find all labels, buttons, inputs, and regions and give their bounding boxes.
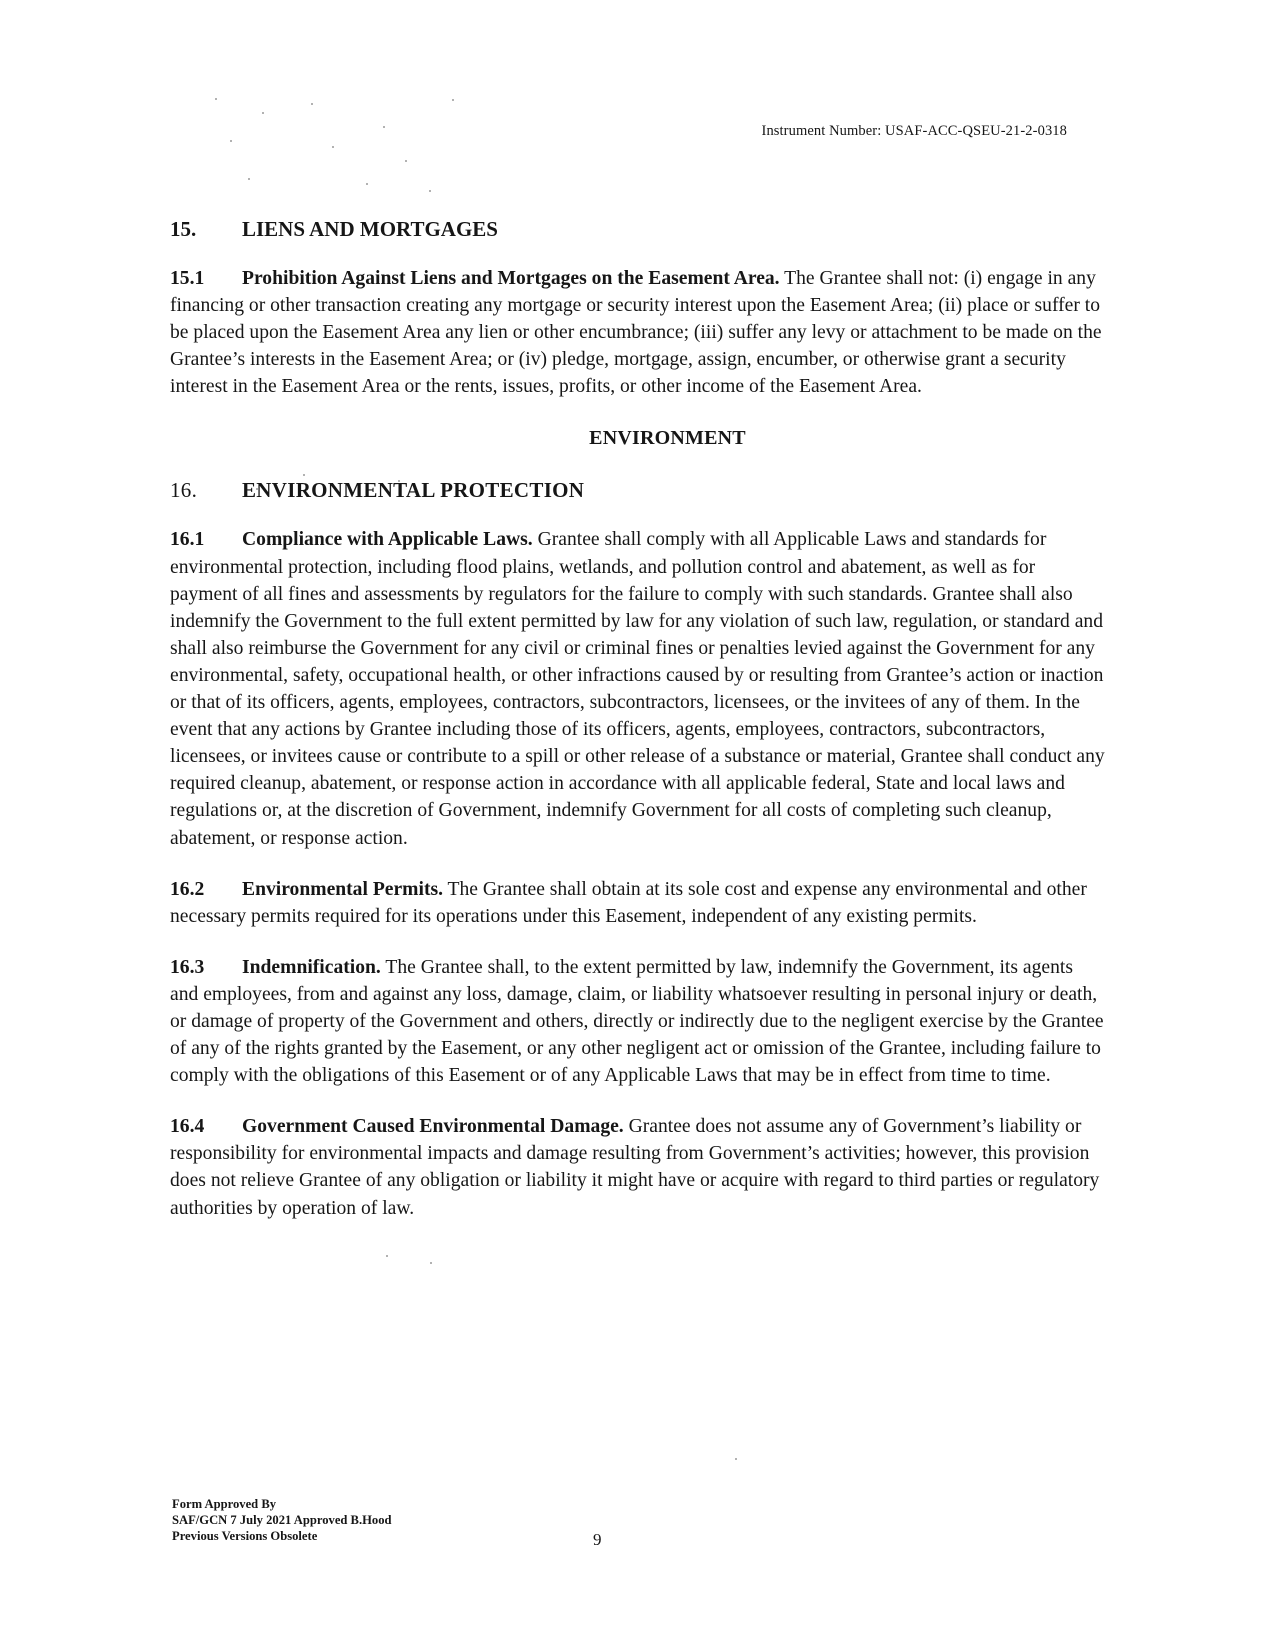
paragraph-body: Grantee shall comply with all Applicable Laws and standards for environmental protection, including flood plains, wetlands, and pollution control and abatement, as well as for payment of all fines and assessments by regulators for the failure to comply with such standards. Grantee shall also indemnify the Government to the full extent permitted by law for any violation of such law, regulation, or standard and shall also reimburse the Government for any civil or criminal fines or penalties levied against the Government for any environmental, safety, occupational health, or other infractions caused by or resulting from Grantee’s action or inaction or that of its officers, agents, employees, contractors, subcontractors, licensees, or the invitees of any of them. In the event that any actions by Grantee including those of its officers, agents, employees, contractors, subcontractors, licensees, or invitees cause or contribute to a spill or other release of a substance or material, Grantee shall conduct any required cleanup, abatement, or response action in accordance with all applicable federal, State and local laws and regulations or, at the discretion of Government, indemnify Government for all costs of completing such cleanup, abatement, or response action. [170, 529, 1105, 849]
form-approval-footer [172, 1496, 392, 1545]
page-number: 9 [593, 1530, 602, 1549]
paragraph-title: Indemnification. [242, 956, 381, 978]
section-number: 16. [170, 478, 198, 503]
paragraph-number: 16.2 [170, 878, 205, 900]
paragraph-title: Government Caused Environmental Damage. [242, 1116, 624, 1138]
paragraph-16-1 [170, 526, 1105, 851]
paragraph-title: Compliance with Applicable Laws. [242, 529, 533, 551]
section-15-heading [170, 215, 1105, 243]
paragraph-16-4 [170, 1113, 1105, 1221]
paragraph-16-3 [170, 954, 1105, 1089]
paragraph-body: The Grantee shall not: (i) engage in any financing or other transaction creating any mortgage or security interest upon the Easement Area; (ii) place or suffer to be placed upon the Easement Area any lien or other encumbrance; (iii) suffer any levy or attachment to be made on the Grantee’s interests in the Easement Area; or (iv) pledge, mortgage, assign, encumber, or otherwise grant a security interest in the Easement Area or the rents, issues, profits, or other income of the Easement Area. [170, 268, 1102, 398]
paragraph-number: 15.1 [170, 268, 205, 289]
paragraph-15-1 [170, 265, 1105, 400]
environment-heading: ENVIRONMENT [589, 427, 746, 450]
footer-line: Previous Versions Obsolete [172, 1529, 318, 1544]
section-title: LIENS AND MORTGAGES [242, 217, 498, 241]
section-number: 15. [170, 217, 197, 241]
footer-line: SAF/GCN 7 July 2021 Approved B.Hood [172, 1513, 392, 1528]
paragraph-number: 16.4 [170, 1116, 205, 1138]
paragraph-number: 16.1 [170, 529, 205, 551]
paragraph-title: Prohibition Against Liens and Mortgages on the Easement Area. [242, 268, 780, 289]
paragraph-body: Grantee does not assume any of Government’s liability or responsibility for environmental impacts and damage resulting from Government’s activities; however, this provision does not relieve Grantee of any obligation or liability it might have or acquire with regard to third parties or regulatory authorities by operation of law. [170, 1116, 1100, 1219]
footer-line: Form Approved By [172, 1497, 277, 1511]
document-body [170, 215, 1105, 1222]
section-16-heading [170, 476, 1105, 504]
paragraph-16-2 [170, 876, 1105, 930]
paragraph-body: The Grantee shall obtain at its sole cost and expense any environmental and other necessary permits required for its operations under this Easement, independent of any existing permits. [170, 878, 1087, 927]
paragraph-body: The Grantee shall, to the extent permitted by law, indemnify the Government, its agents and employees, from and against any loss, damage, claim, or liability whatsoever resulting in personal injury or death, or damage of property of the Government and others, directly or indirectly due to the negligent exercise by the Grantee of any of the rights granted by the Easement, or any other negligent act or omission of the Grantee, including failure to comply with the obligations of this Easement or of any Applicable Laws that may be in effect from time to time. [170, 956, 1104, 1087]
section-title: ENVIRONMENTAL PROTECTION [242, 478, 585, 503]
paragraph-number: 16.3 [170, 956, 205, 978]
paragraph-title: Environmental Permits. [242, 878, 443, 900]
instrument-number: Instrument Number: USAF-ACC-QSEU-21-2-0318 [761, 123, 1067, 139]
